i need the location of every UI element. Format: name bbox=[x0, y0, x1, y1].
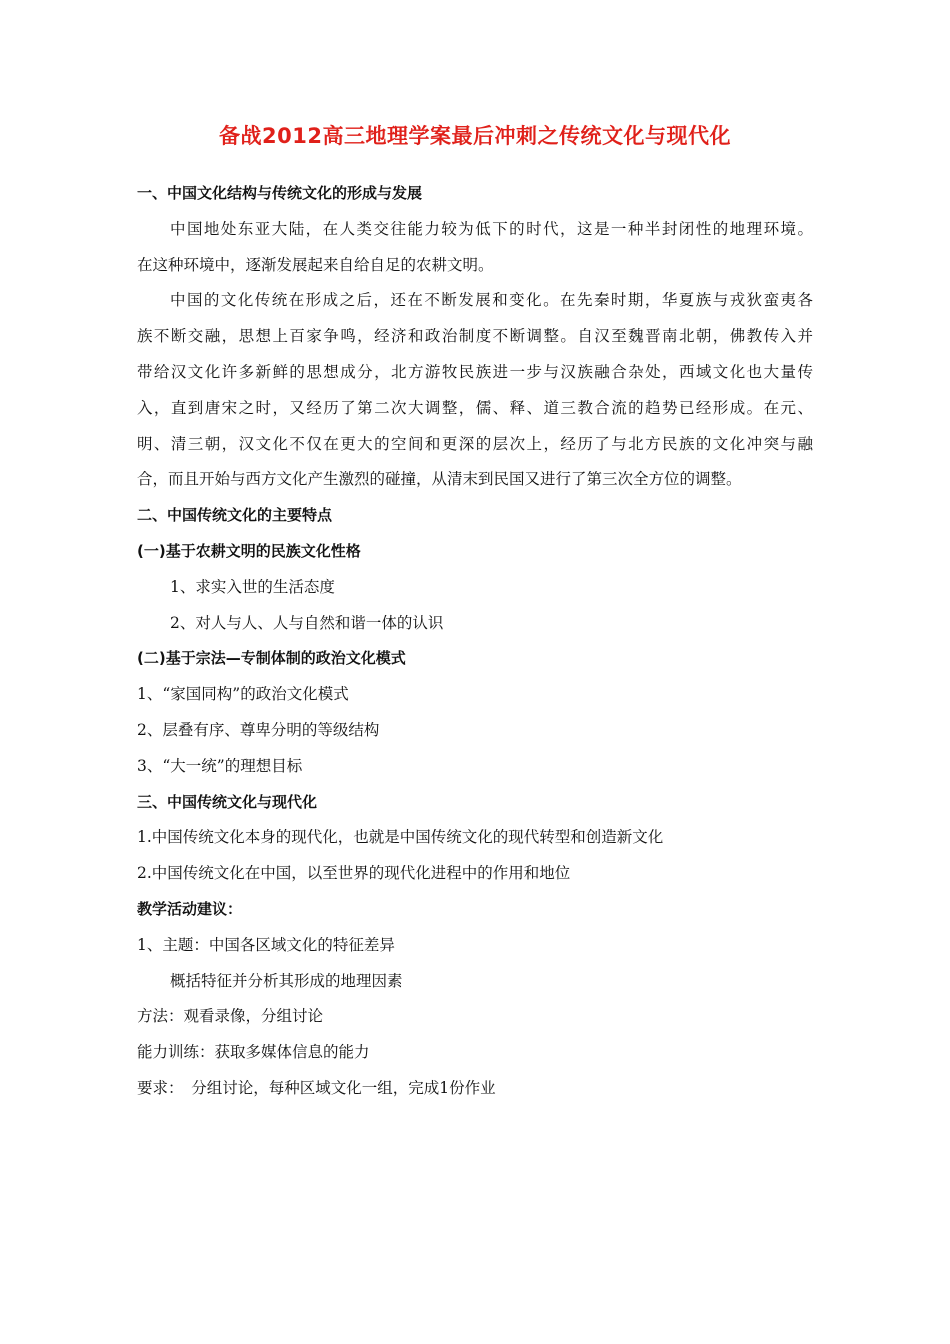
list-item: 1.中国传统文化本身的现代化，也就是中国传统文化的现代转型和创造新文化 bbox=[137, 828, 664, 847]
list-item: 2.中国传统文化在中国，以至世界的现代化进程中的作用和地位 bbox=[137, 864, 571, 883]
section-3-heading: 三、中国传统文化与现代化 bbox=[137, 792, 318, 811]
section-2-heading: 二、中国传统文化的主要特点 bbox=[137, 506, 333, 525]
paragraph-line: 明、清三朝，汉文化不仅在更大的空间和更深的层次上，经历了与北方民族的文化冲突与融 bbox=[137, 434, 813, 453]
paragraph-line: 中国的文化传统在形成之后，还在不断发展和变化。在先秦时期，华夏族与戎狄蛮夷各 bbox=[170, 291, 813, 310]
document-body bbox=[137, 176, 813, 1107]
list-item: 1、主题：中国各区域文化的特征差异 bbox=[137, 935, 395, 954]
list-item: 1、“家国同构”的政治文化模式 bbox=[137, 685, 349, 704]
teaching-activity-heading: 教学活动建议： bbox=[137, 899, 243, 918]
paragraph-line: 族不断交融，思想上百家争鸣，经济和政治制度不断调整。自汉至魏晋南北朝，佛教传入并 bbox=[137, 327, 813, 346]
list-item: 1、求实入世的生活态度 bbox=[170, 577, 335, 596]
list-item: 概括特征并分析其形成的地理因素 bbox=[170, 971, 403, 990]
requirement-line: 要求： 分组讨论，每种区域文化一组，完成1份作业 bbox=[137, 1078, 496, 1097]
list-item: 2、对人与人、人与自然和谐一体的认识 bbox=[170, 613, 444, 632]
subsection-2-heading: (二)基于宗法—专制体制的政治文化模式 bbox=[137, 649, 406, 668]
paragraph-line: 带给汉文化许多新鲜的思想成分，北方游牧民族进一步与汉族融合杂处，西域文化也大量传 bbox=[137, 362, 813, 381]
subsection-1-heading: (一)基于农耕文明的民族文化性格 bbox=[137, 541, 361, 560]
paragraph-line: 在这种环境中，逐渐发展起来自给自足的农耕文明。 bbox=[137, 255, 494, 274]
skill-line: 能力训练：获取多媒体信息的能力 bbox=[137, 1043, 370, 1062]
list-item: 3、“大一统”的理想目标 bbox=[137, 756, 303, 775]
paragraph-line: 中国地处东亚大陆，在人类交往能力较为低下的时代，这是一种半封闭性的地理环境。 bbox=[170, 219, 813, 238]
paragraph-line: 入，直到唐宋之时，又经历了第二次大调整，儒、释、道三教合流的趋势已经形成。在元、 bbox=[137, 398, 813, 417]
section-1-heading: 一、中国文化结构与传统文化的形成与发展 bbox=[137, 184, 423, 202]
paragraph-line: 合，而且开始与西方文化产生激烈的碰撞，从清末到民国又进行了第三次全方位的调整。 bbox=[137, 470, 742, 489]
method-line: 方法：观看录像，分组讨论 bbox=[137, 1007, 324, 1026]
list-item: 2、层叠有序、尊卑分明的等级结构 bbox=[137, 720, 380, 739]
document-title: 备战2012高三地理学案最后冲刺之传统文化与现代化 bbox=[219, 124, 731, 148]
